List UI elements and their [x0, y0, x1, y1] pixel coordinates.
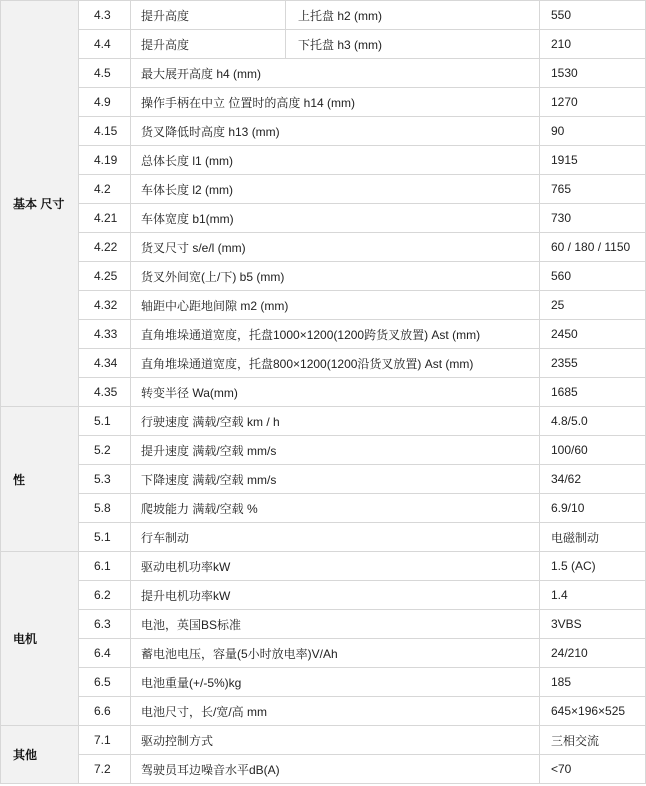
row-value: 185 — [540, 668, 646, 697]
row-number: 5.8 — [79, 494, 131, 523]
row-value: 100/60 — [540, 436, 646, 465]
table-row — [1, 175, 646, 204]
row-item-label: 车体长度 l2 (mm) — [131, 175, 540, 204]
row-number: 4.19 — [79, 146, 131, 175]
row-value: 60 / 180 / 1150 — [540, 233, 646, 262]
table-row — [1, 581, 646, 610]
row-sub-label: 上托盘 h2 (mm) — [286, 1, 540, 30]
row-number: 4.9 — [79, 88, 131, 117]
row-value: 3VBS — [540, 610, 646, 639]
row-item-label: 总体长度 l1 (mm) — [131, 146, 540, 175]
table-row — [1, 262, 646, 291]
row-item-label: 轴距中心距地间隙 m2 (mm) — [131, 291, 540, 320]
row-item-label: 蓄电池电压，容量(5小时放电率)V/Ah — [131, 639, 540, 668]
row-number: 4.32 — [79, 291, 131, 320]
row-number: 6.1 — [79, 552, 131, 581]
row-value: 90 — [540, 117, 646, 146]
row-value: <70 — [540, 755, 646, 784]
row-value: 三相交流 — [540, 726, 646, 755]
row-item-label: 最大展开高度 h4 (mm) — [131, 59, 540, 88]
row-value: 4.8/5.0 — [540, 407, 646, 436]
table-row — [1, 494, 646, 523]
row-number: 4.22 — [79, 233, 131, 262]
table-row — [1, 291, 646, 320]
row-item-label: 货叉尺寸 s/e/l (mm) — [131, 233, 540, 262]
row-number: 4.34 — [79, 349, 131, 378]
row-number: 4.15 — [79, 117, 131, 146]
row-value: 1.4 — [540, 581, 646, 610]
row-number: 6.3 — [79, 610, 131, 639]
row-number: 5.1 — [79, 523, 131, 552]
category-label: 其他 — [1, 726, 79, 784]
table-row — [1, 610, 646, 639]
table-row — [1, 639, 646, 668]
row-number: 5.2 — [79, 436, 131, 465]
row-value: 550 — [540, 1, 646, 30]
row-sub-label: 下托盘 h3 (mm) — [286, 30, 540, 59]
row-item-label: 爬坡能力 满载/空载 % — [131, 494, 540, 523]
table-row — [1, 697, 646, 726]
row-value: 1685 — [540, 378, 646, 407]
table-row — [1, 552, 646, 581]
row-value: 560 — [540, 262, 646, 291]
row-item-label: 货叉外间宽(上/下) b5 (mm) — [131, 262, 540, 291]
row-value: 1530 — [540, 59, 646, 88]
row-item-label: 直角堆垛通道宽度，托盘800×1200(1200沿货叉放置) Ast (mm) — [131, 349, 540, 378]
row-item-label: 提升高度 — [131, 30, 286, 59]
row-number: 6.4 — [79, 639, 131, 668]
row-number: 7.1 — [79, 726, 131, 755]
row-item-label: 驱动电机功率kW — [131, 552, 540, 581]
table-row — [1, 407, 646, 436]
category-label: 基本 尺寸 — [1, 1, 79, 407]
row-value: 1915 — [540, 146, 646, 175]
table-row — [1, 349, 646, 378]
row-value: 电磁制动 — [540, 523, 646, 552]
table-row — [1, 59, 646, 88]
row-item-label: 行驶速度 满载/空载 km / h — [131, 407, 540, 436]
table-row — [1, 117, 646, 146]
row-item-label: 货叉降低时高度 h13 (mm) — [131, 117, 540, 146]
row-item-label: 驱动控制方式 — [131, 726, 540, 755]
row-value: 25 — [540, 291, 646, 320]
row-value: 1.5 (AC) — [540, 552, 646, 581]
table-row — [1, 233, 646, 262]
row-item-label: 提升高度 — [131, 1, 286, 30]
table-row — [1, 88, 646, 117]
row-number: 6.5 — [79, 668, 131, 697]
row-number: 4.2 — [79, 175, 131, 204]
row-item-label: 操作手柄在中立 位置时的高度 h14 (mm) — [131, 88, 540, 117]
row-number: 4.35 — [79, 378, 131, 407]
row-number: 6.6 — [79, 697, 131, 726]
row-item-label: 电池重量(+/-5%)kg — [131, 668, 540, 697]
row-number: 7.2 — [79, 755, 131, 784]
row-number: 5.3 — [79, 465, 131, 494]
table-row — [1, 1, 646, 30]
table-row — [1, 378, 646, 407]
table-row — [1, 523, 646, 552]
row-number: 5.1 — [79, 407, 131, 436]
spec-table-body — [1, 1, 646, 784]
row-value: 24/210 — [540, 639, 646, 668]
row-number: 4.25 — [79, 262, 131, 291]
row-number: 4.3 — [79, 1, 131, 30]
row-number: 4.33 — [79, 320, 131, 349]
table-row — [1, 755, 646, 784]
table-row — [1, 465, 646, 494]
row-item-label: 下降速度 满载/空载 mm/s — [131, 465, 540, 494]
row-item-label: 行车制动 — [131, 523, 540, 552]
row-value: 6.9/10 — [540, 494, 646, 523]
row-item-label: 驾驶员耳边噪音水平dB(A) — [131, 755, 540, 784]
row-value: 2355 — [540, 349, 646, 378]
row-item-label: 车体宽度 b1(mm) — [131, 204, 540, 233]
row-number: 4.21 — [79, 204, 131, 233]
row-item-label: 提升速度 满载/空载 mm/s — [131, 436, 540, 465]
row-value: 2450 — [540, 320, 646, 349]
row-value: 645×196×525 — [540, 697, 646, 726]
table-row — [1, 320, 646, 349]
row-number: 4.5 — [79, 59, 131, 88]
category-label: 电机 — [1, 552, 79, 726]
table-row — [1, 668, 646, 697]
row-value: 765 — [540, 175, 646, 204]
table-row — [1, 146, 646, 175]
table-row — [1, 204, 646, 233]
row-item-label: 转变半径 Wa(mm) — [131, 378, 540, 407]
table-row — [1, 726, 646, 755]
table-row — [1, 30, 646, 59]
row-number: 4.4 — [79, 30, 131, 59]
row-item-label: 电池尺寸，长/宽/高 mm — [131, 697, 540, 726]
row-value: 210 — [540, 30, 646, 59]
row-item-label: 直角堆垛通道宽度，托盘1000×1200(1200跨货叉放置) Ast (mm) — [131, 320, 540, 349]
row-value: 1270 — [540, 88, 646, 117]
category-label: 性 — [1, 407, 79, 552]
row-number: 6.2 — [79, 581, 131, 610]
row-item-label: 提升电机功率kW — [131, 581, 540, 610]
row-item-label: 电池，英国BS标准 — [131, 610, 540, 639]
table-row — [1, 436, 646, 465]
row-value: 730 — [540, 204, 646, 233]
row-value: 34/62 — [540, 465, 646, 494]
